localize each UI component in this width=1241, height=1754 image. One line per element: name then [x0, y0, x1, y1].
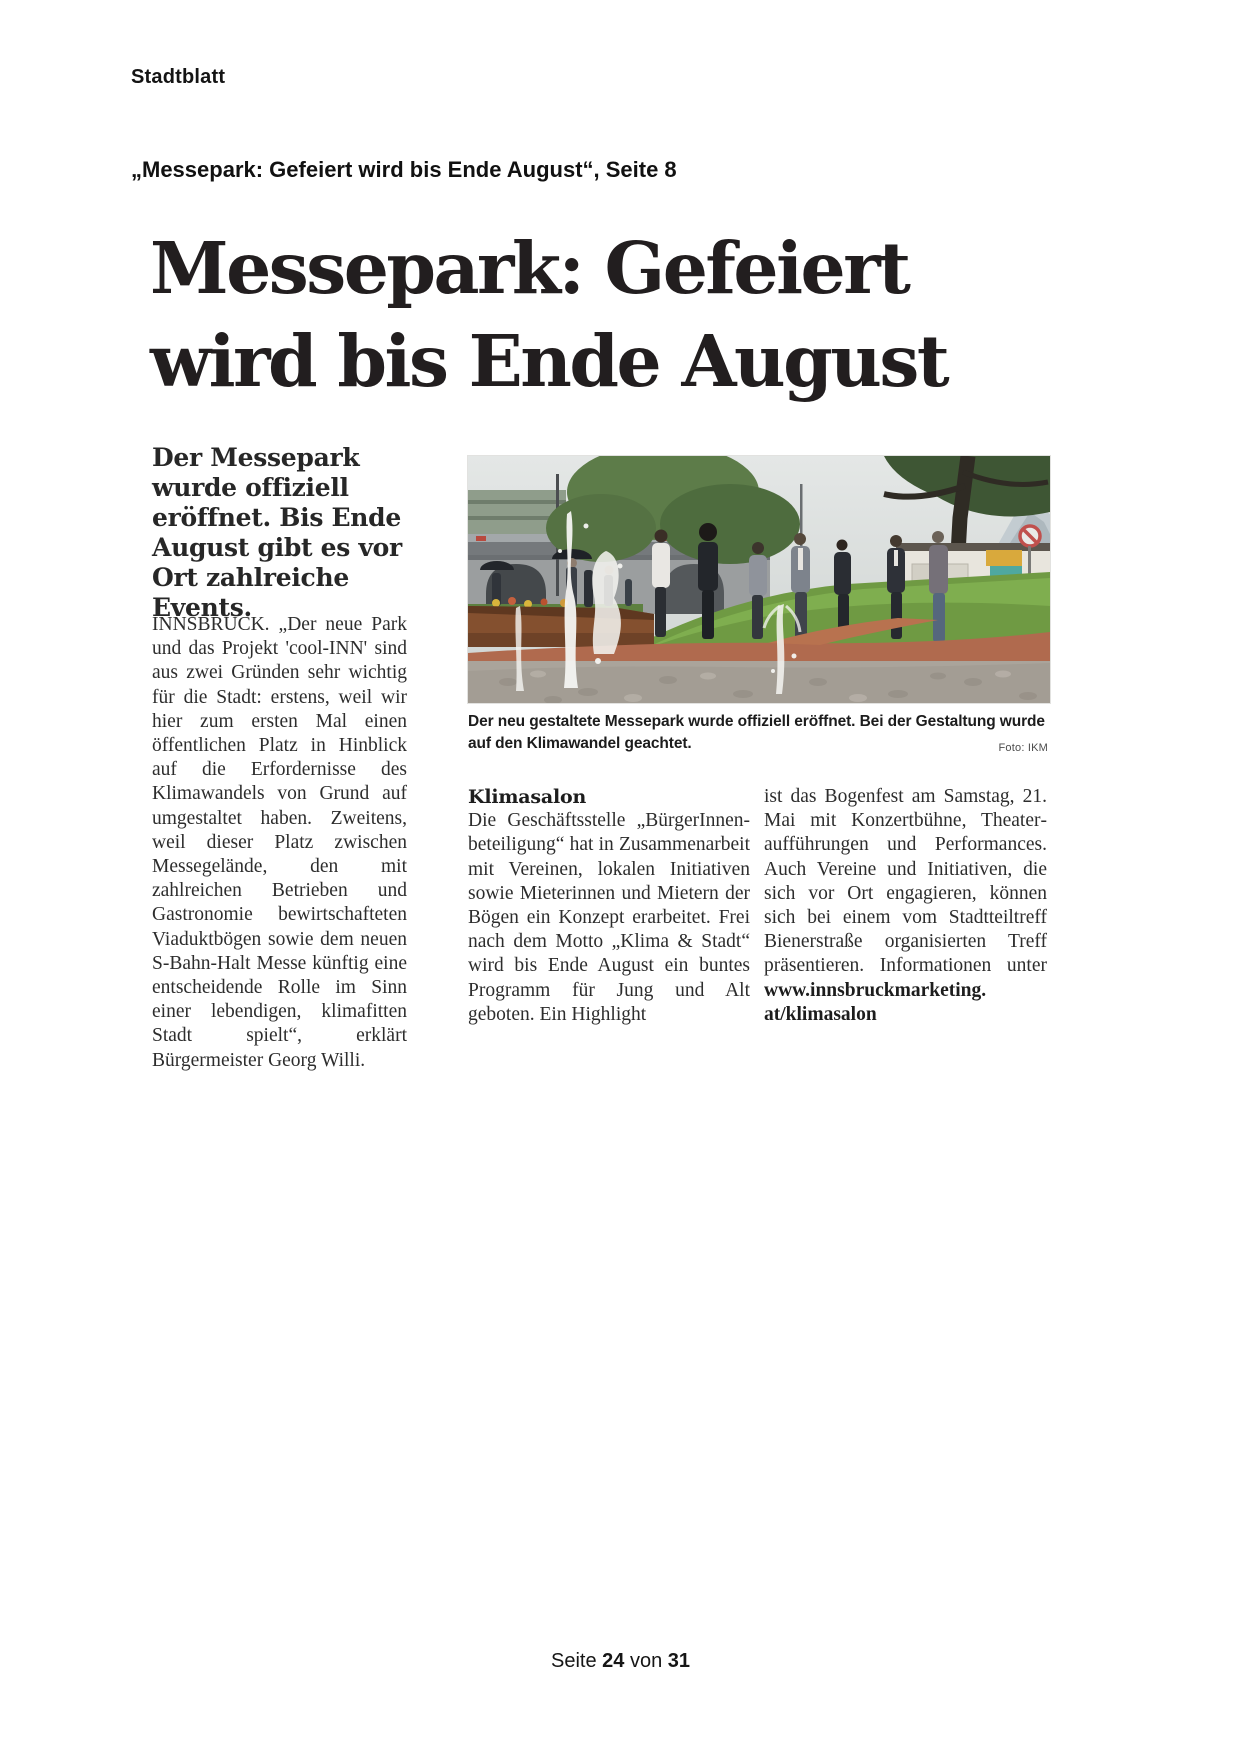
photo-caption-text: Der neu gestaltete Messepark wurde offiziell eröffnet. Bei der Gestaltung wurde auf den Klimawandel geachtet.	[468, 713, 1045, 752]
article-body-middle-column	[468, 785, 750, 1027]
footer-page-number: 24	[602, 1650, 625, 1672]
photo-caption	[468, 711, 1050, 755]
article-body-middle-text: Die Geschäftsstelle „BürgerInnenbeteiligung“ hat in Zusammenarbeit mit Vereinen, lokalen Initiativen sowie Mieterinnen und Mietern der Bögen ein Konzept erarbeitet. Frei nach dem Motto „Klima & Stadt“ wird bis Ende August ein buntes Programm für Jung und Alt geboten. Ein Highlight	[468, 810, 750, 1025]
clipping-reference: „Messepark: Gefeiert wird bis Ende August“, Seite 8	[131, 157, 677, 182]
footer-label-page: Seite	[550, 1650, 597, 1672]
photo-credit: Foto: IKM	[998, 742, 1048, 754]
page-footer	[0, 1650, 1241, 1673]
article-headline	[150, 222, 1070, 408]
photo-cobblestones	[468, 661, 1050, 703]
article-url-text: www.innsbruckmarketing.​at/klimasalon	[764, 979, 987, 1025]
footer-page-total: 31	[667, 1650, 691, 1672]
article-body-right-text: ist das Bogenfest am Samstag, 21. Mai mit Konzertbühne, Theateraufführungen und Performances. Auch Vereine und Initiativen, die sich vor Ort engagieren, können sich bei einem vom Stadtteiltreff Bienerstraße organisierten Treff präsentieren. Informationen unter	[764, 786, 1047, 977]
photo-corten-planter	[468, 606, 654, 647]
messepark-photo-illustration	[468, 456, 1050, 703]
article-lead: Der Messepark wurde offiziell eröffnet. Bis Ende August gibt es vor Ort zahlreiche Events.	[152, 443, 402, 622]
subhead-klimasalon: Klimasalon	[468, 786, 587, 808]
article-photo	[468, 456, 1050, 703]
masthead: Stadtblatt	[131, 66, 226, 88]
footer-label-of: von	[629, 1650, 663, 1672]
headline-line-2: wird bis Ende August	[150, 319, 948, 403]
headline-line-1: Messepark: Gefeiert	[150, 226, 909, 310]
article-body-right-column	[764, 785, 1047, 1027]
article-body-left-column: INNSBRUCK. „Der neue Park und das Projekt 'cool-INN' sind aus zwei Gründen sehr wichtig für die Stadt: erstens, weil wir hier zum ersten Mal einen öffentlichen Platz in Hinblick auf die Erfordernisse des Klimawandels von Grund auf umgestaltet haben. Zweitens, weil dieser Platz zwischen Messegelände, den mit zahlreichen Betrieben und Gastronomie bewirtschafteten Viaduktbögen sowie dem neuen S-Bahn-Halt Messe künftig eine entscheidende Rolle im Sinn einer lebendigen, klimafitten Stadt spielt“, erklärt Bürgermeister Georg Willi.	[152, 614, 407, 1071]
